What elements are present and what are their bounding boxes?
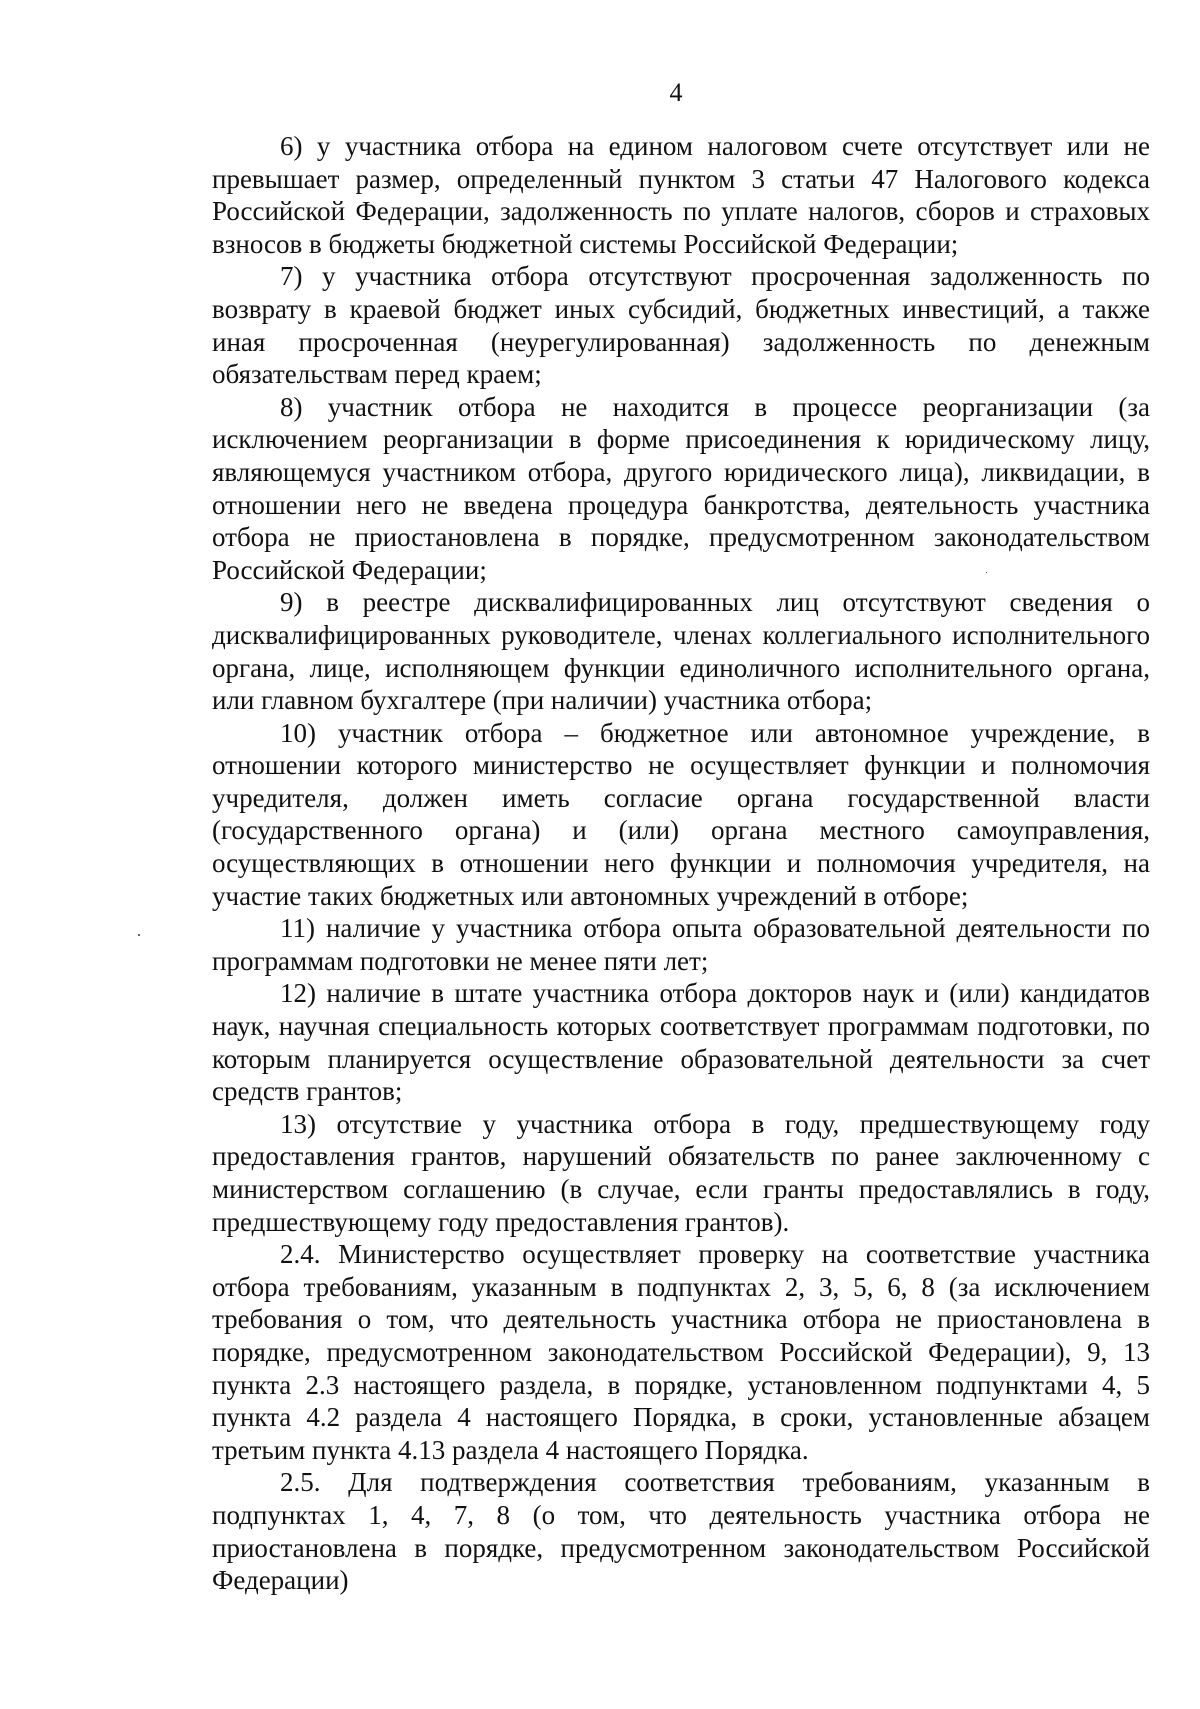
paragraph-2-5: 2.5. Для подтверждения соответствия требованиям, указанным в подпунктах 1, 4, 7, 8 (о том, что деятельность участника отбора не приостановлена в порядке, предусмотренном законодательством Российской Федерации) <box>212 1467 1150 1596</box>
paragraph-item-6: 6) у участника отбора на едином налоговом счете отсутствует или не превышает размер, определенный пунктом 3 статьи 47 Налогового кодекса Российской Федерации, задолженность по уплате налогов, сборов и страховых взносов в бюджеты бюджетной системы Российской Федерации; <box>212 131 1150 259</box>
paragraph-item-10: 10) участник отбора – бюджетное или автономное учреждение, в отношении которого министерство не осуществляет функции и полномочия учредителя, должен иметь согласие органа государственной власти (государственного органа) и (или) органа местного самоуправления, осуществляющих в отношении него функции и полномочия учредителя, на участие таких бюджетных или автономных учреждений в отборе; <box>212 717 1150 911</box>
paragraph-item-7: 7) у участника отбора отсутствуют просроченная задолженность по возврату в краевой бюджет иных субсидий, бюджетных инвестиций, а также иная просроченная (неурегулированная) задолженность по денежным обязательствам перед краем; <box>212 261 1150 390</box>
document-body <box>212 130 1150 1597</box>
paragraph-item-8: 8) участник отбора не находится в процессе реорганизации (за исключением реорганизации в форме присоединения к юридическому лицу, являющемуся участником отбора, другого юридического лица), ликвидации, в отношении него не введена процедура банкротства, деятельность участника отбора не приостановлена в порядке, предусмотренном законодательством Российской Федерации; <box>212 391 1150 585</box>
paragraph-item-13: 13) отсутствие у участника отбора в году, предшествующему году предоставления грантов, нарушений обязательств по ранее заключенному с министерством соглашению (в случае, если гранты предоставлялись в году, предшествующему году предоставления грантов). <box>212 1108 1150 1237</box>
paragraph-2-4: 2.4. Министерство осуществляет проверку на соответствие участника отбора требованиям, указанным в подпунктах 2, 3, 5, 6, 8 (за исключением требования о том, что деятельность участника отбора не приостановлена в порядке, предусмотренном законодательством Российской Федерации), 9, 13 пункта 2.3 настоящего раздела, в порядке, установленном подпунктами 4, 5 пункта 4.2 раздела 4 настоящего Порядка, в сроки, установленные абзацем третьим пункта 4.13 раздела 4 настоящего Порядка. <box>212 1239 1150 1465</box>
page-number: 4 <box>669 78 683 107</box>
paragraph-item-9: 9) в реестре дисквалифицированных лиц отсутствуют сведения о дисквалифицированных руководителе, членах коллегиального исполнительного органа, лице, исполняющем функции единоличного исполнительного органа, или главном бухгалтере (при наличии) участника отбора; <box>212 587 1150 716</box>
paragraph-item-12: 12) наличие в штате участника отбора докторов наук и (или) кандидатов наук, научная специальность которых соответствует программам подготовки, по которым планируется осуществление образовательной деятельности за счет средств грантов; <box>212 978 1150 1107</box>
scan-speck <box>138 934 140 936</box>
paragraph-item-11: 11) наличие у участника отбора опыта образовательной деятельности по программам подготовки не менее пяти лет; <box>212 913 1150 976</box>
scan-speck <box>986 572 987 573</box>
